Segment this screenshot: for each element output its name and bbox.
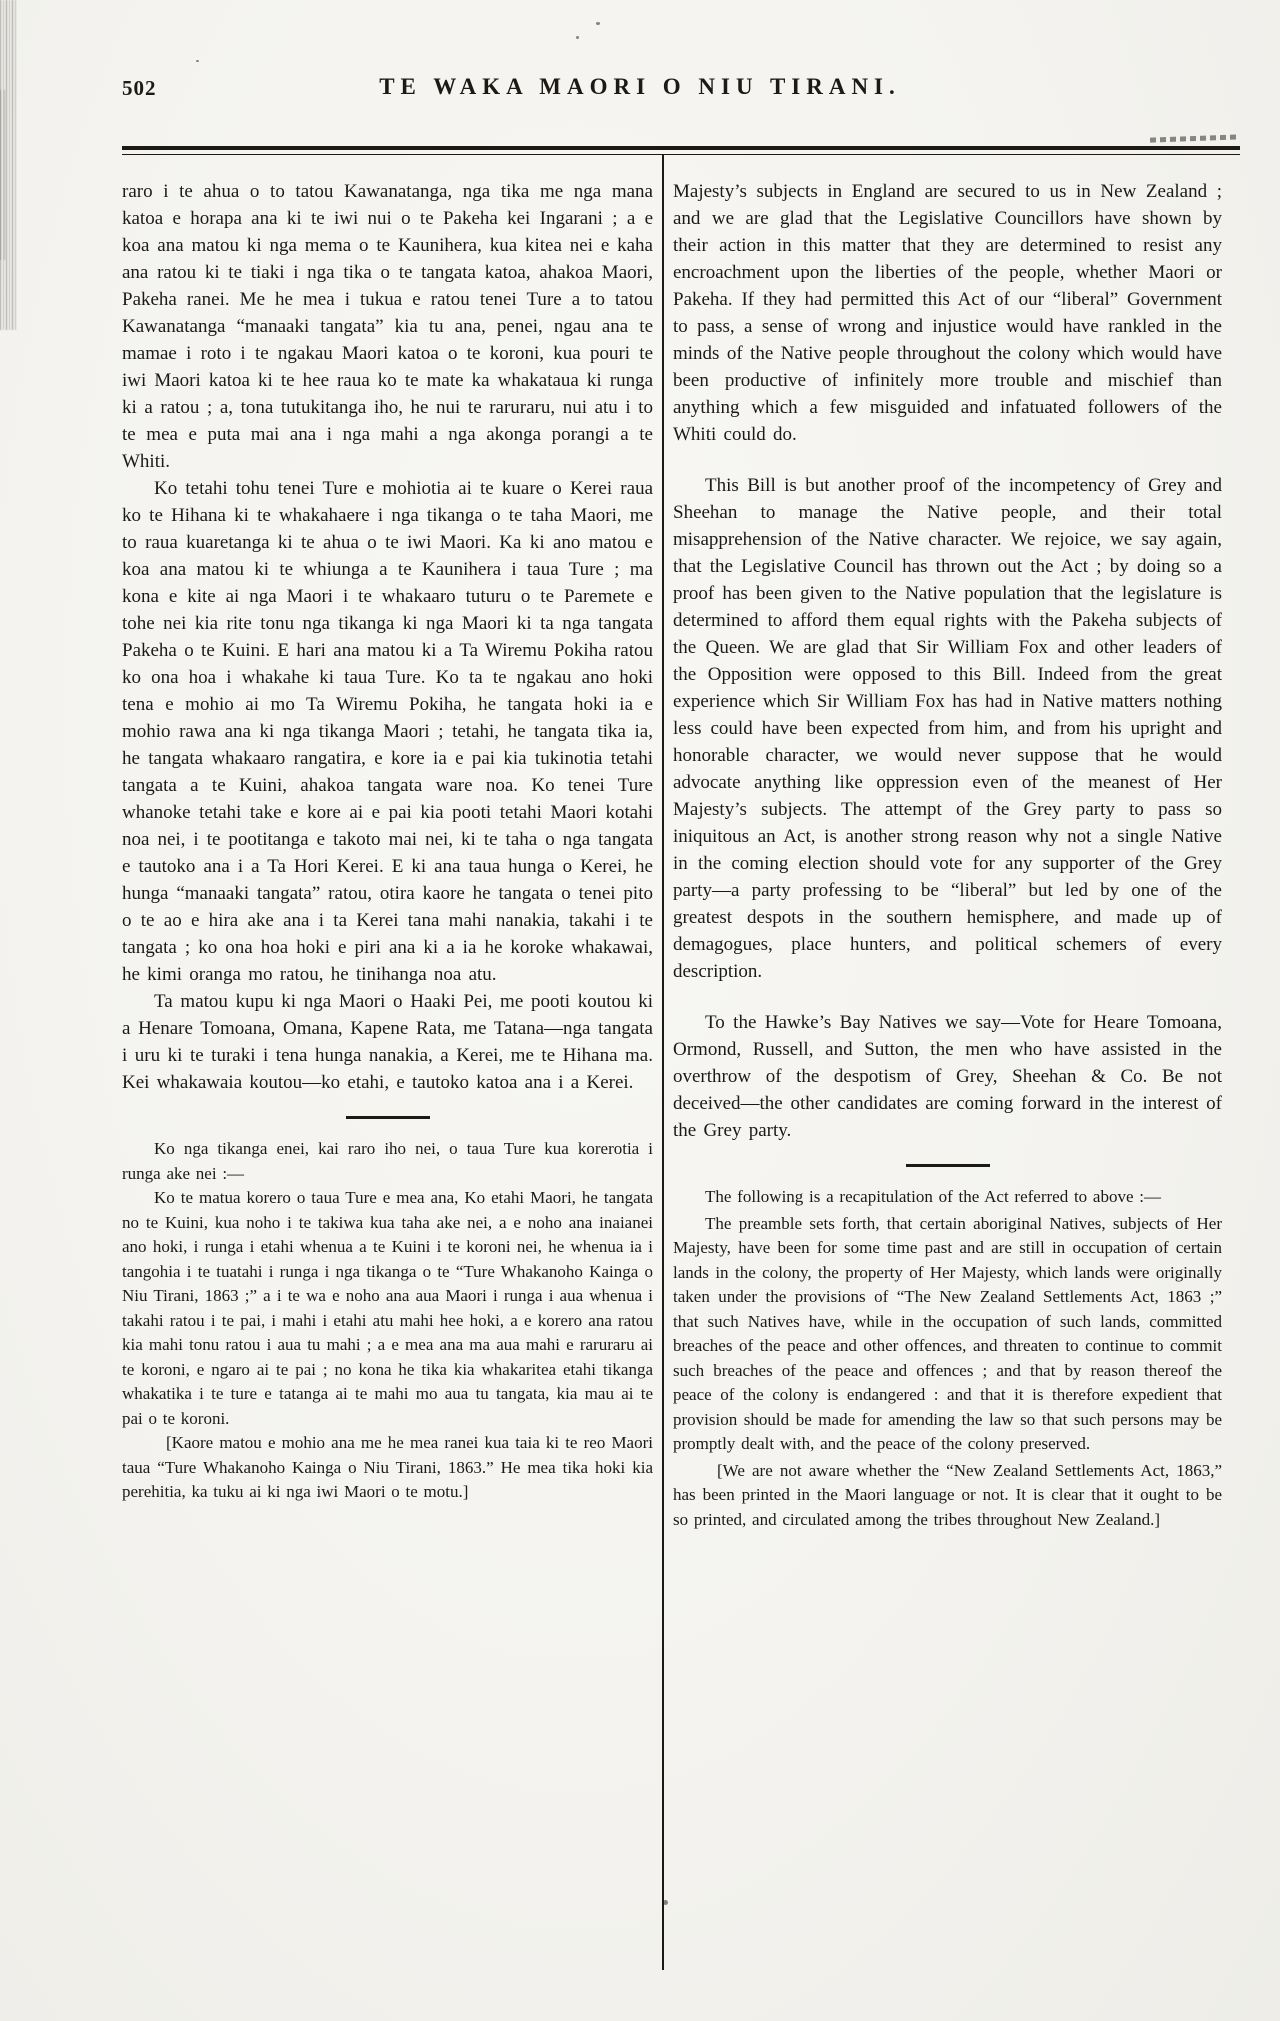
english-recap-section [673, 1185, 1222, 1532]
column-divider-rule [662, 154, 664, 1970]
masthead [0, 0, 1280, 146]
section-divider-rule [346, 1116, 430, 1119]
maori-recap-section [122, 1137, 653, 1505]
english-paragraph-continuation: Majesty’s subjects in England are secured to us in New Zealand ; and we are glad that the Legislative Councillors have shown by their action in this matter that they are determined to resist any encroachment upon the liberties of the people, whether Maori or Pakeha. If they had permitted this Act of our “liberal” Government to pass, a sense of wrong and injustice would have rankled in the minds of the Native people throughout the colony which would have been productive of infinitely more trouble and mischief than anything which a few misguided and infatuated followers of the Whiti could do. [673, 181, 1222, 445]
maori-paragraph: Ko tetahi tohu tenei Ture e mohiotia ai te kuare o Kerei raua ko te Hihana ki te whakahaere i nga tikanga o te taha Maori, me to raua kuaretanga ki te ahua o te iwi Maori. Ka ki ano matou e koa ana matou ki te whiunga a te Kaunihera i taua Ture ; ma kona e kite ai nga Maori i te whakaaro tuturu o te Paremete e tohe nei kia rite tonu nga tikanga ki nga Maori ki ta nga tangata Pakeha o te Kuini. E hari ana matou ki a Ta Wiremu Pokiha ratou ko ona hoa i whakahe ki taua Ture. Ko ta te ngakau ano hoki tena e mohio ai mo Ta Wiremu Pokiha, he tangata hoki ia e mohio rawa ana ki nga tikanga Maori ; tetahi, he tangata tika ia, he tangata whakaaro rangatira, e kore ia e pai kia tukinotia tetahi tangata a te Kuini, ahakoa tangata ware noa. Ko tenei Ture whanoke tetahi take e kore ai e pai kia pooti tetahi Maori kotahi noa nei, i te pootitanga e takoto mai nei, ki te taha o nga tangata e tautoko ana i a Ta Hori Kerei. E ki ana taua hunga o Kerei, he hunga “manaaki tangata” ratou, otira kaore he tangata o tenei pito o te ao e hira ake ana i ta Kerei tana mahi nanakia, takahi i te tangata ; ko ona hoa hoki e piri ana ki a ia he koroke whakawai, he kimi oranga mo ratou, he tinihanga noa atu. [122, 478, 653, 985]
english-paragraph: To the Hawke’s Bay Natives we say—Vote for Heare Tomoana, Ormond, Russell, and Sutton, the men who have assisted in the overthrow of the despotism of Grey, Sheehan & Co. Be not deceived—the other candidates are coming forward in the interest of the Grey party. [673, 1012, 1222, 1141]
english-recap-intro: The following is a recapitulation of the Act referred to above :— [705, 1187, 1161, 1206]
right-column-english [673, 178, 1222, 1532]
section-divider-rule [906, 1164, 990, 1167]
english-paragraph: This Bill is but another proof of the incompetency of Grey and Sheehan to manage the Native people, and their total misapprehension of the Native character. We rejoice, we say again, that the Legislative Council has thrown out the Act ; by doing so a proof has been given to the Native population that the legislature is determined to afford them equal rights with the Pakeha subjects of the Queen. We are glad that Sir William Fox and other leaders of the Opposition were opposed to this Bill. Indeed from the great experience which Sir William Fox has had in Native matters nothing less could have been expected from him, and from his upright and honorable character, we would never suppose that he would advocate anything like oppression even of the meanest of Her Majesty’s subjects. The attempt of the Grey party to pass so iniquitous an Act, is another strong reason why not a single Native in the coming election should vote for any supporter of the Grey party—a party professing to be “liberal” but led by one of the greatest despots in the southern hemisphere, and made up of demagogues, place hunters, and political schemers of every description. [673, 475, 1222, 982]
page-title: TE WAKA MAORI O NIU TIRANI. [379, 74, 901, 99]
maori-paragraph-continuation: raro i te ahua o to tatou Kawanatanga, nga tika me nga mana katoa e horapa ana ki te iwi nui o te Pakeha kei Ingarani ; a e koa ana matou ki nga mema o te Kaunihera, kua kitea nei e kaha ana ratou ki te tiaki i nga tika o te tangata katoa, ahakoa Maori, Pakeha ranei. Me he mea i tukua e ratou tenei Ture a to tatou Kawanatanga “manaaki tangata” kia tu ana, penei, ngau ana te mamae i roto i te ngakau Maori katoa o te koroni, kua pouri te iwi Maori katoa ki te hee raua ko te mate ka whakataua ki runga ki a ratou ; a, tona tutukitanga iho, he nui te raruraru, nui atu i to te mea e puta mai ana i nga mahi a nga akonga porangi a te Whiti. [122, 181, 653, 472]
maori-recap-paragraph: Ko te matua korero o taua Ture e mea ana, Ko etahi Maori, he tangata no te Kuini, kua noho i te takiwa kua taha ake nei, a e noho ana inaianei ano hoki, i runga i etahi whenua a te Kuini i te koroni nei, he whenua ia i tangohia i te tuatahi i runga i nga tikanga o te “Ture Whakanoho Kainga o Niu Tirani, 1863 ;” a i te wa e noho ana aua Maori i runga i aua whenua i takahi ratou i te pai, i mahi i etahi atu mahi hee hoki, a e korero ana ratou kia mahi tonu ratou i aua tu mahi ; a e mea ana ma aua mahi e raruraru ai te koroni, e ngaro ai te pai ; no kona he tika kia whakaritea etahi tikanga whakatika i te ture e tatanga ai te mahi mo aua tu tangata, kia mau ai te pai o te koroni. [122, 1188, 653, 1428]
page-number: 502 [122, 76, 157, 100]
english-recap-paragraph: The preamble sets forth, that certain aboriginal Natives, subjects of Her Majesty, have been for some time past and are still in occupation of certain lands in the colony, the property of Her Majesty, which lands were originally taken under the provisions of “The New Zealand Settlements Act, 1863 ;” that such Natives have, while in the occupation of such lands, committed breaches of the peace and other offences, and threaten to continue to commit such breaches of the peace and offences ; and that by reason thereof the peace of the colony is endangered : and that it is therefore expedient that provision should be made for amending the law so that such persons may be promptly dealt with, and the peace of the colony preserved. [673, 1213, 1222, 1453]
left-column-maori [122, 178, 653, 1532]
text-columns [122, 178, 1222, 1532]
maori-recap-intro: Ko nga tikanga enei, kai raro iho nei, o taua Ture kua korerotia i runga ake nei :— [122, 1139, 653, 1183]
english-editorial-note: [We are not aware whether the “New Zealand Settlements Act, 1863,” has been printed in the Maori language or not. It is clear that it ought to be so printed, and circulated among the tribes throughout New Zealand.] [673, 1460, 1222, 1529]
masthead-rule [122, 146, 1240, 155]
maori-paragraph: Ta matou kupu ki nga Maori o Haaki Pei, me pooti koutou ki a Henare Tomoana, Omana, Kapene Rata, me Tatana—nga tangata i uru ki te turaki i tena hunga nanakia, a Kerei, me te Hihana ma. Kei whakawaia koutou—ko etahi, e tautoko katoa ana i a Kerei. [122, 991, 653, 1093]
maori-editorial-note: [Kaore matou e mohio ana me he mea ranei kua taia ki te reo Maori taua “Ture Whakanoho Kainga o Niu Tirani, 1863.” He mea tika hoki kia perehitia, ka tuku ai ki nga iwi Maori o te motu.] [122, 1433, 653, 1501]
